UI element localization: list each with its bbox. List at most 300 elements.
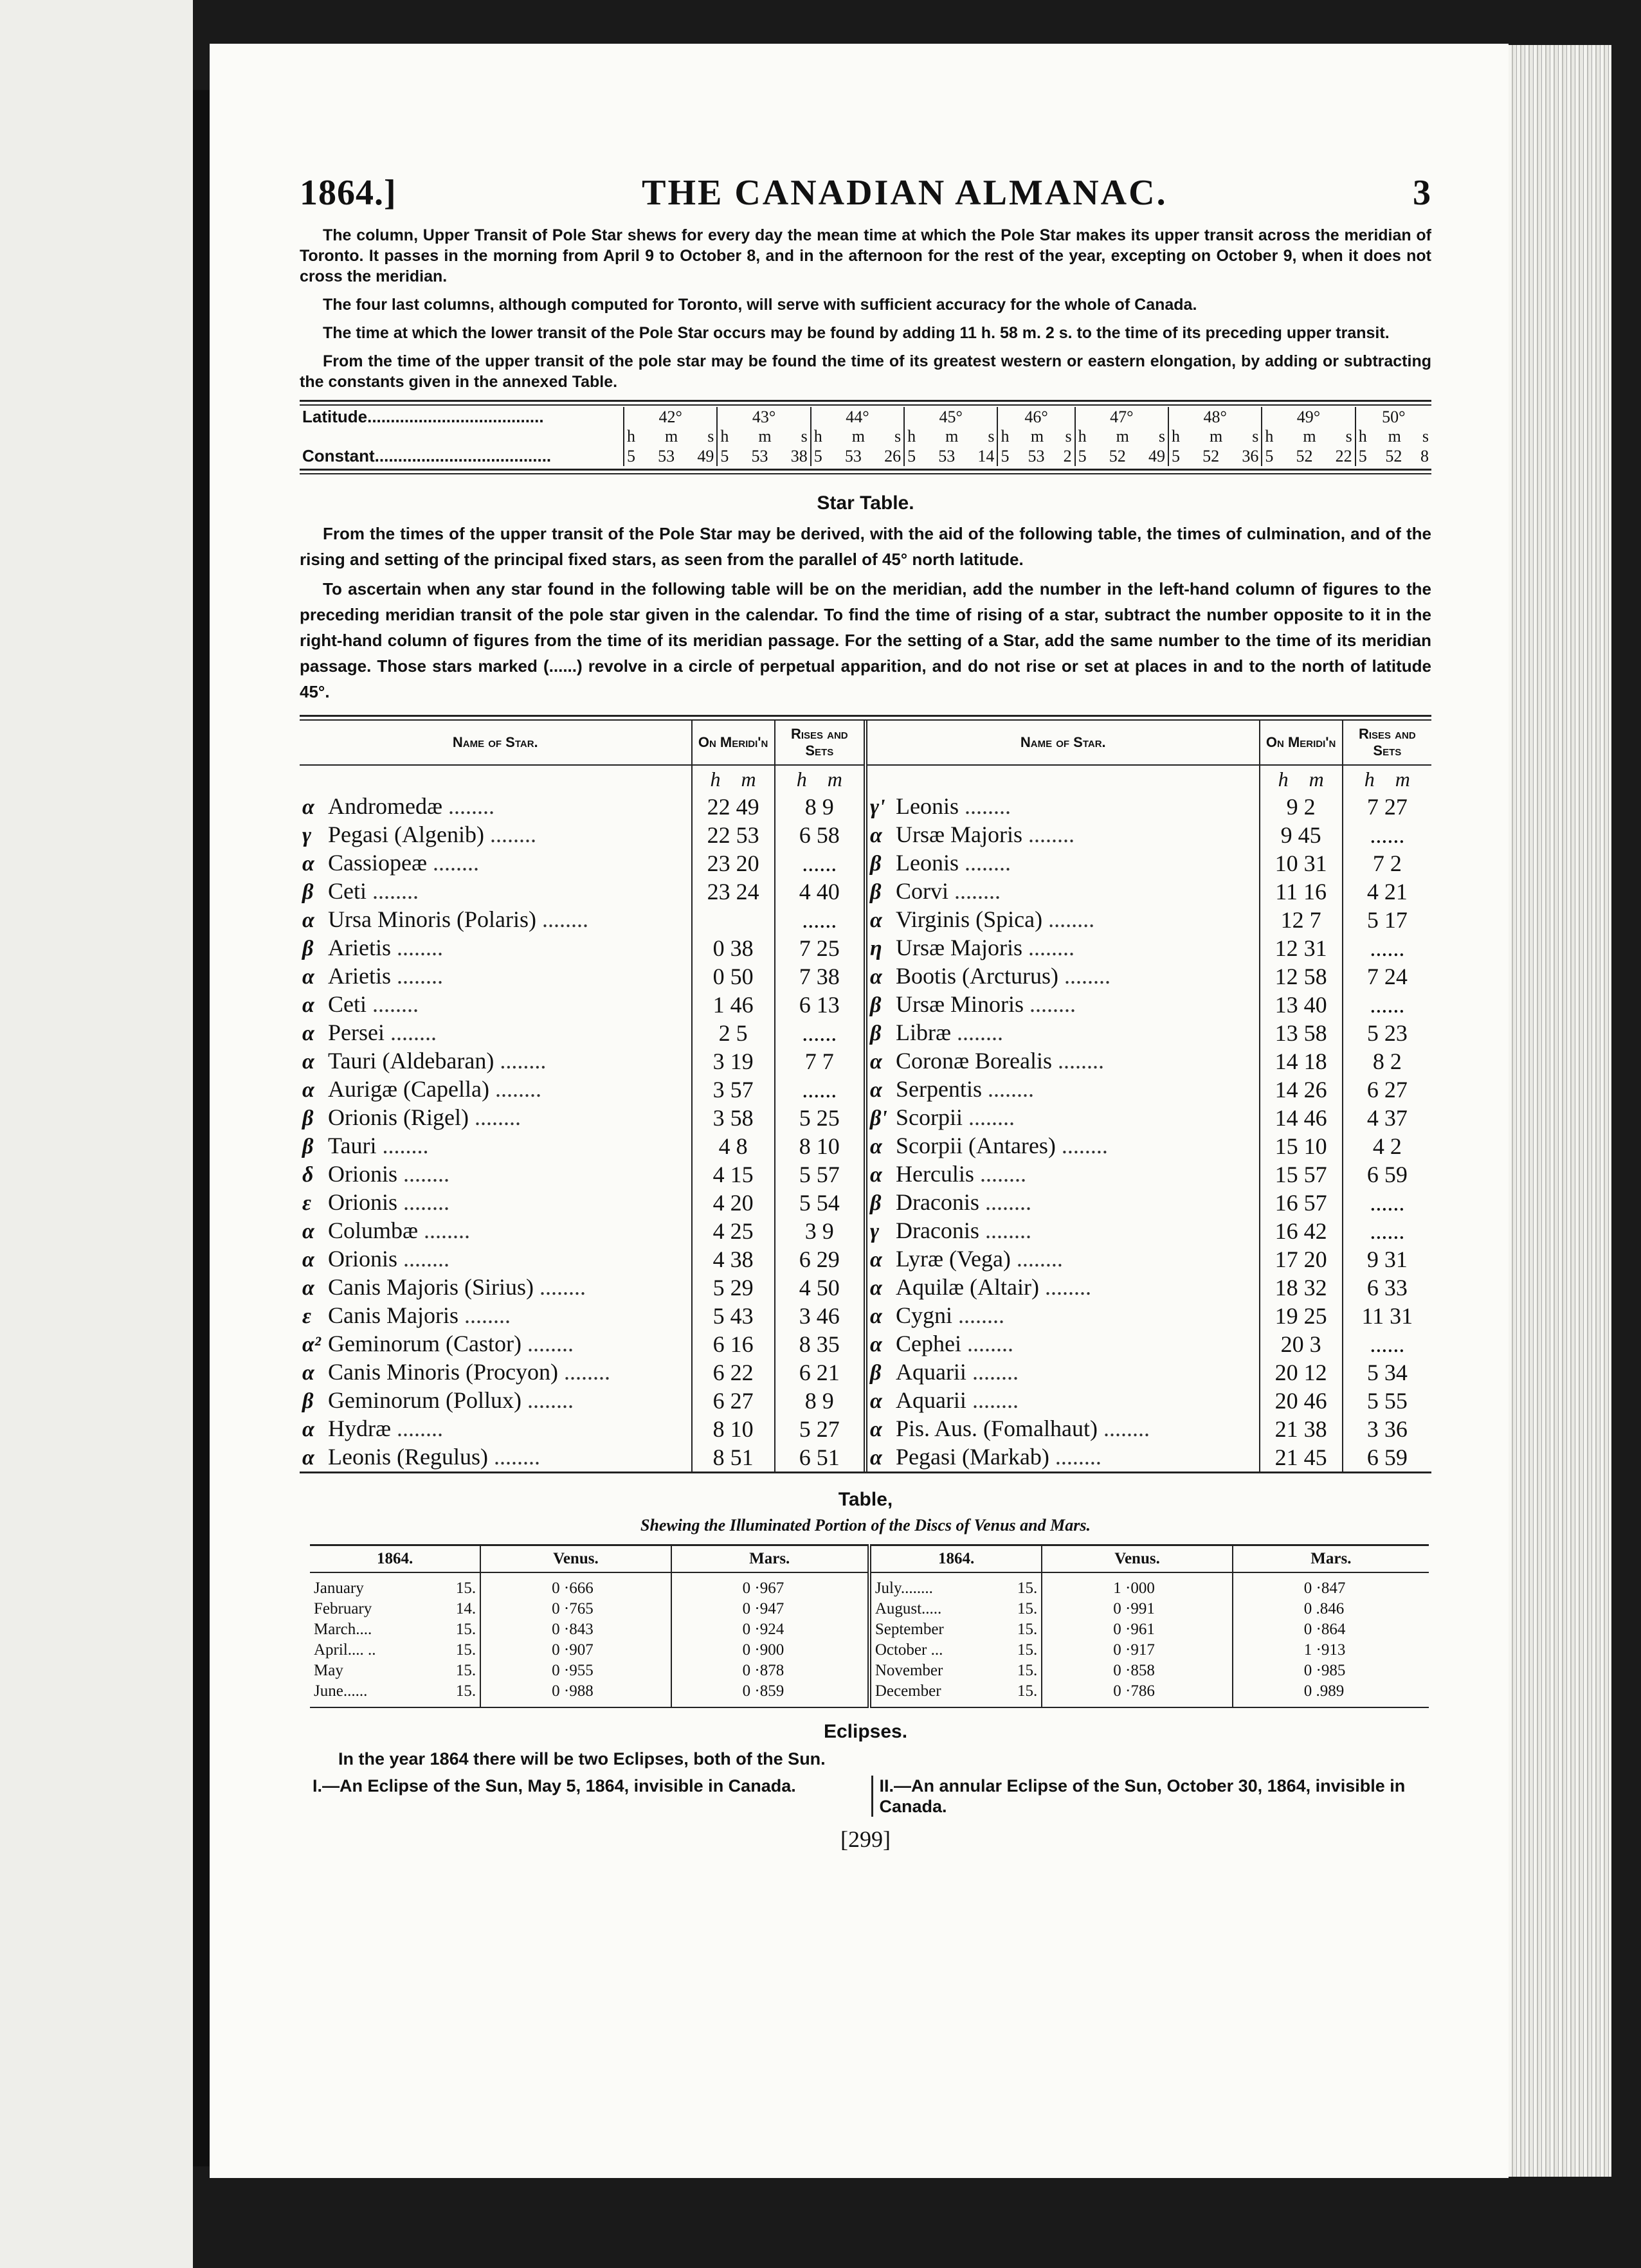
leader-dots: ........ (1010, 1246, 1063, 1272)
star-name: Corvi (895, 878, 948, 904)
leader-dots: ........ (397, 1189, 449, 1215)
eclipses-title: Eclipses. (823, 1721, 908, 1742)
star-name-cell (866, 1415, 1260, 1443)
constant-value (904, 446, 997, 466)
venus-value: 0 ·961 (1042, 1619, 1232, 1640)
meridian-hours: 4 (712, 1218, 725, 1244)
rises-minutes: 31 (1384, 1246, 1408, 1272)
venus-value: 0 ·991 (1042, 1599, 1232, 1619)
leader-dots: ........ (950, 1020, 1003, 1045)
almanac-page (210, 44, 1509, 2178)
table-row (300, 849, 1431, 878)
rises-sets-cell (1343, 1387, 1431, 1415)
month-cell (869, 1619, 1042, 1640)
meridian-minutes: 32 (1303, 1275, 1327, 1300)
col-venus: Venus. (480, 1545, 671, 1573)
units-cell (1355, 427, 1431, 446)
meridian-hours: 16 (1274, 1218, 1298, 1244)
star-name-cell (300, 1019, 692, 1047)
units-cell (717, 427, 810, 446)
table-row (300, 1189, 1431, 1217)
intro-paragraph: From the time of the upper transit of the pole star may be found the time of its greatest western or eastern elongation, by adding or subtracting the constants given in the annexed Table. (300, 352, 1431, 391)
venus-value: 0 ·786 (1042, 1681, 1232, 1707)
meridian-minutes: 58 (1303, 964, 1327, 989)
venus-value: 0 ·843 (480, 1619, 671, 1640)
venus-value: 0 ·666 (480, 1572, 671, 1599)
table-row (300, 1076, 1431, 1104)
greek-letter: β (302, 880, 314, 904)
unit-m: m (741, 768, 756, 791)
unit-label: m (851, 427, 865, 446)
on-meridian-cell (1260, 1274, 1343, 1302)
leader-dots: ........ (1097, 1416, 1150, 1441)
running-header (300, 172, 1431, 213)
star-name-cell (300, 1330, 692, 1358)
rises-minutes: 17 (1384, 907, 1408, 933)
star-name: Tauri (Aldebaran) (328, 1048, 494, 1074)
eclipse-second: II.—An annular Eclipse of the Sun, October 30, 1864, invisible in Canada. (879, 1776, 1406, 1816)
month-name: March.... (314, 1621, 372, 1638)
star-name: Columbæ (328, 1218, 419, 1243)
meridian-minutes: 50 (730, 964, 754, 989)
leader-dots: ........ (1042, 906, 1095, 932)
units-cell (775, 765, 866, 793)
table-row (300, 1047, 1431, 1076)
meridian-minutes: 12 (1303, 1360, 1327, 1385)
leader-dots: ........ (390, 935, 443, 960)
meridian-minutes: 51 (730, 1444, 754, 1470)
units-cell (997, 427, 1074, 446)
constant-part: 8 (1420, 447, 1429, 465)
rises-sets-cell (1343, 1019, 1431, 1047)
rises-sets-cell (1343, 1302, 1431, 1330)
star-table-paragraph: From the times of the upper transit of the Pole Star may be derived, with the aid of the following table, the times of culmination, and of the rising and setting of the principal fixed stars, as seen from the parallel of 45° north latitude. (300, 524, 1431, 569)
star-name: Ursæ Majoris (895, 822, 1022, 847)
rises-minutes: 38 (816, 964, 840, 989)
on-meridian-cell (692, 1302, 775, 1330)
meridian-minutes: 40 (1303, 992, 1327, 1018)
unit-h: h (1364, 768, 1375, 791)
constant-part: 5 (1171, 447, 1180, 465)
month-name: July........ (875, 1580, 933, 1597)
mars-value: 0 ·864 (1233, 1619, 1429, 1640)
on-meridian-cell (1260, 1217, 1343, 1245)
month-cell (310, 1681, 480, 1707)
rises-sets-cell (1343, 1104, 1431, 1132)
star-name: Canis Majoris (328, 1302, 458, 1328)
star-name-cell (300, 1076, 692, 1104)
col-on-meridian: On Meridi'n (1260, 721, 1343, 765)
month-name: April.... .. (314, 1641, 376, 1659)
star-name: Ceti (328, 991, 367, 1017)
rises-sets-cell (1343, 1358, 1431, 1387)
unit-h: h (796, 768, 807, 791)
greek-letter: α (302, 1361, 314, 1385)
meridian-minutes: 46 (1303, 1105, 1327, 1131)
rises-sets-cell (775, 1274, 866, 1302)
on-meridian-cell (1260, 1132, 1343, 1160)
meridian-minutes: 7 (1309, 907, 1321, 933)
month-day: 15. (455, 1641, 476, 1659)
rises-sets-cell (775, 1330, 866, 1358)
rises-sets-cell (775, 793, 866, 821)
on-meridian-cell (692, 1047, 775, 1076)
rises-hours: 6 (799, 1246, 811, 1272)
rises-minutes: 55 (1384, 1388, 1408, 1414)
rises-sets-cell (1343, 1217, 1431, 1245)
rises-minutes: 23 (1384, 1020, 1408, 1046)
star-name: Cephei (895, 1331, 961, 1356)
greek-letter: α² (302, 1333, 322, 1356)
leader-dots: ........ (418, 1218, 471, 1243)
star-name-cell (866, 1076, 1260, 1104)
star-name-cell (300, 1302, 692, 1330)
rises-hours: 4 (799, 1275, 811, 1300)
meridian-hours: 22 (707, 822, 730, 848)
on-meridian-cell (692, 821, 775, 849)
mars-value: 0 ·900 (671, 1640, 869, 1661)
unit-label: m (1303, 427, 1316, 446)
intro-paragraph: The time at which the lower transit of the Pole Star occurs may be found by adding 11 h. 58 m. 2 s. to the time of its preceding upper transit. (323, 324, 1390, 342)
latitude-value: 50° (1355, 407, 1431, 427)
rises-hours: 5 (799, 1105, 811, 1131)
leader-dots: ........ (558, 1359, 610, 1385)
meridian-minutes: 10 (730, 1416, 754, 1442)
unit-label: h (627, 427, 635, 446)
rises-hours: 8 (804, 794, 817, 820)
on-meridian-cell (1260, 1443, 1343, 1472)
constant-value (624, 446, 717, 466)
unit-label: h (1001, 427, 1010, 446)
rises-sets-cell (1343, 1189, 1431, 1217)
table-row (300, 1358, 1431, 1387)
star-name: Aurigæ (Capella) (328, 1076, 489, 1102)
mars-value: 1 ·913 (1233, 1640, 1429, 1661)
rises-minutes: 36 (1384, 1416, 1408, 1442)
on-meridian-cell (692, 1217, 775, 1245)
meridian-hours: 18 (1274, 1275, 1298, 1300)
star-name-cell (866, 1387, 1260, 1415)
greek-letter: α (869, 1163, 882, 1187)
venus-mars-table (310, 1544, 1429, 1708)
month-day: 15. (1017, 1662, 1038, 1679)
meridian-minutes: 20 (736, 851, 759, 876)
month-name: January (314, 1580, 364, 1597)
star-name: Cassiopeæ (328, 850, 428, 876)
month-name: August..... (875, 1600, 942, 1617)
leader-dots: ........ (487, 1444, 540, 1470)
star-name: Geminorum (Pollux) (328, 1387, 521, 1413)
constant-part: 5 (1265, 447, 1274, 465)
star-name-cell (300, 1415, 692, 1443)
meridian-minutes: 22 (730, 1360, 754, 1385)
meridian-hours: 6 (712, 1331, 725, 1357)
mars-value: 0 ·859 (671, 1681, 869, 1707)
rises-sets-cell (775, 1358, 866, 1387)
month-day: 15. (1017, 1621, 1038, 1638)
meridian-minutes: 16 (730, 1331, 754, 1357)
star-name: Canis Minoris (Procyon) (328, 1359, 558, 1385)
units-spacer (866, 765, 1260, 793)
meridian-minutes: 18 (1303, 1048, 1327, 1074)
greek-letter: α (869, 1418, 882, 1441)
rises-sets-cell (775, 878, 866, 906)
meridian-hours: 11 (1275, 879, 1298, 905)
on-meridian-cell (1260, 1245, 1343, 1274)
leader-dots: ........ (958, 793, 1011, 819)
meridian-minutes: 31 (1303, 935, 1327, 961)
star-name-cell (866, 1217, 1260, 1245)
on-meridian-cell (692, 1019, 775, 1047)
star-name: Aquilæ (Altair) (895, 1274, 1039, 1300)
rises-minutes: 35 (816, 1331, 840, 1357)
rises-hours: 7 (1366, 964, 1379, 989)
units-cell (1260, 765, 1343, 793)
constant-part: 14 (977, 447, 995, 465)
meridian-hours: 12 (1280, 907, 1304, 933)
rises-minutes: 54 (816, 1190, 840, 1216)
meridian-minutes: 58 (1303, 1020, 1327, 1046)
month-cell (310, 1572, 480, 1599)
units-spacer (300, 765, 692, 793)
meridian-hours: 3 (712, 1048, 725, 1074)
star-name: Libræ (895, 1020, 951, 1045)
on-meridian-cell (1260, 991, 1343, 1019)
on-meridian-cell (1260, 793, 1343, 821)
leader-dots: ........ (1049, 1444, 1102, 1470)
on-meridian-cell (1260, 1104, 1343, 1132)
rises-minutes: 21 (1384, 879, 1408, 905)
leader-dots: ........ (1022, 935, 1074, 960)
eclipses-text: In the year 1864 there will be two Eclipses, both of the Sun. (338, 1749, 826, 1769)
table-row (300, 821, 1431, 849)
constant-part: 53 (658, 447, 675, 465)
latitude-row (300, 407, 1431, 427)
on-meridian-cell (1260, 906, 1343, 934)
meridian-minutes: 20 (1303, 1246, 1327, 1272)
month-cell (869, 1572, 1042, 1599)
star-name: Pegasi (Markab) (895, 1444, 1049, 1470)
table-row (300, 1330, 1431, 1358)
on-meridian-cell (692, 1245, 775, 1274)
constant-part: 5 (1078, 447, 1087, 465)
month-day: 15. (455, 1580, 476, 1597)
rises-hours: ...... (802, 907, 837, 933)
star-name-cell (866, 1019, 1260, 1047)
rises-hours: 5 (799, 1162, 811, 1187)
table-row (300, 1019, 1431, 1047)
meridian-hours: 4 (712, 1246, 725, 1272)
unit-label: h (1265, 427, 1274, 446)
rises-sets-cell (775, 1415, 866, 1443)
constant-part: 49 (1148, 447, 1165, 465)
meridian-hours: 19 (1274, 1303, 1298, 1329)
rises-sets-cell (1343, 878, 1431, 906)
constant-part: 5 (907, 447, 916, 465)
meridian-minutes: 42 (1303, 1218, 1327, 1244)
table-row (310, 1619, 1429, 1640)
meridian-hours: 23 (707, 851, 730, 876)
col-mars: Mars. (1233, 1545, 1429, 1573)
rises-sets-cell (775, 1076, 866, 1104)
rises-hours: 5 (799, 1190, 811, 1216)
unit-label: s (1345, 427, 1352, 446)
table-row (300, 1443, 1431, 1472)
meridian-minutes: 27 (730, 1388, 754, 1414)
rises-sets-cell (1343, 1443, 1431, 1472)
meridian-minutes: 19 (730, 1048, 754, 1074)
divider (300, 1472, 1431, 1473)
star-name: Scorpii (895, 1104, 963, 1130)
star-name: Geminorum (Castor) (328, 1331, 521, 1356)
star-name: Serpentis (895, 1076, 982, 1102)
venus-value: 0 ·765 (480, 1599, 671, 1619)
meridian-hours: 10 (1274, 851, 1298, 876)
rises-hours: 6 (799, 822, 811, 848)
constant-part: 5 (813, 447, 822, 465)
latitude-value: 48° (1168, 407, 1262, 427)
venus-value: 0 ·858 (1042, 1661, 1232, 1681)
constant-part: 26 (884, 447, 902, 465)
col-venus: Venus. (1042, 1545, 1232, 1573)
table-row (300, 793, 1431, 821)
leader-dots: ........ (966, 1359, 1019, 1385)
star-name-cell (866, 1443, 1260, 1472)
leader-dots: ........ (958, 850, 1011, 876)
on-meridian-cell (1260, 1358, 1343, 1387)
rises-minutes: 57 (816, 1162, 840, 1187)
month-cell (869, 1661, 1042, 1681)
meridian-minutes: 25 (730, 1218, 754, 1244)
on-meridian-cell (692, 962, 775, 991)
units-cell (1075, 427, 1168, 446)
rises-hours: ...... (1370, 935, 1405, 961)
constant-value (997, 446, 1074, 466)
leader-dots: ........ (521, 1387, 574, 1413)
on-meridian-cell (692, 1076, 775, 1104)
greek-letter: α (302, 1220, 314, 1243)
rises-hours: 9 (1366, 1246, 1379, 1272)
meridian-minutes: 8 (736, 1133, 748, 1159)
rises-hours: ...... (802, 1020, 837, 1046)
meridian-hours: 14 (1274, 1077, 1298, 1102)
leader-dots: ........ (484, 822, 536, 847)
meridian-hours: 4 (718, 1133, 730, 1159)
rises-minutes: 50 (816, 1275, 840, 1300)
on-meridian-cell (1260, 1415, 1343, 1443)
star-name: Arietis (328, 935, 391, 960)
table-row (300, 1274, 1431, 1302)
greek-letter: α (869, 1446, 882, 1470)
meridian-minutes: 24 (736, 879, 759, 905)
table-row (300, 991, 1431, 1019)
star-name: Canis Majoris (Sirius) (328, 1274, 534, 1300)
col-rises-sets: Rises and Sets (1343, 721, 1431, 765)
meridian-hours: 23 (707, 879, 730, 905)
rises-hours: 3 (1366, 1416, 1379, 1442)
unit-label: s (1158, 427, 1165, 446)
star-name-cell (300, 1443, 692, 1472)
leader-dots: ........ (367, 878, 419, 904)
constant-part: 52 (1202, 447, 1220, 465)
star-name-cell (300, 1358, 692, 1387)
star-name: Draconis (895, 1218, 979, 1243)
meridian-minutes: 57 (1303, 1162, 1327, 1187)
meridian-minutes: 38 (730, 935, 754, 961)
rises-hours: 8 (799, 1133, 811, 1159)
rises-hours: 5 (799, 1416, 811, 1442)
table-row (310, 1572, 1429, 1599)
leader-dots: ........ (442, 793, 494, 819)
leader-dots: ........ (952, 1302, 1004, 1328)
table-row (300, 1387, 1431, 1415)
star-name: Leonis (895, 793, 959, 819)
constant-part: 52 (1296, 447, 1313, 465)
rises-sets-cell (1343, 1076, 1431, 1104)
star-name: Orionis (328, 1189, 397, 1215)
eclipses-list (313, 1776, 1431, 1817)
on-meridian-cell (1260, 849, 1343, 878)
rises-sets-cell (1343, 1415, 1431, 1443)
star-name-cell (866, 1330, 1260, 1358)
latitude-value: 45° (904, 407, 997, 427)
rises-hours: 7 (1372, 851, 1384, 876)
star-name: Andromedæ (328, 793, 442, 819)
unit-label: m (1030, 427, 1044, 446)
units-cell (1343, 765, 1431, 793)
constant-part: 5 (720, 447, 729, 465)
rises-hours: ...... (1370, 992, 1405, 1018)
star-name-cell (866, 1245, 1260, 1274)
greek-letter: α (302, 1050, 314, 1074)
unit-label: m (945, 427, 959, 446)
rises-minutes: 2 (1390, 1133, 1402, 1159)
star-name-cell (300, 1274, 692, 1302)
unit-h: h (710, 768, 721, 791)
on-meridian-cell (692, 1160, 775, 1189)
constant-label: Constant...................................... (302, 446, 552, 465)
star-name-cell (300, 849, 692, 878)
rises-minutes: 59 (1384, 1444, 1408, 1470)
meridian-minutes: 57 (1303, 1190, 1327, 1216)
units-cell (1262, 427, 1355, 446)
divider (300, 469, 1431, 474)
meridian-hours: 20 (1274, 1360, 1298, 1385)
rises-hours: ...... (802, 851, 837, 876)
greek-letter: β (302, 1106, 314, 1130)
on-meridian-cell (692, 934, 775, 962)
star-name-cell (866, 1189, 1260, 1217)
rises-sets-cell (775, 1189, 866, 1217)
on-meridian-cell (692, 1274, 775, 1302)
leader-dots: ........ (534, 1274, 586, 1300)
rises-minutes: 27 (1384, 1077, 1408, 1102)
rises-minutes: 2 (1390, 1048, 1402, 1074)
greek-letter: α (869, 1135, 882, 1158)
page-content (300, 172, 1431, 1853)
rises-sets-cell (775, 906, 866, 934)
rises-hours: 6 (799, 992, 811, 1018)
rises-sets-cell (1343, 962, 1431, 991)
meridian-minutes: 20 (730, 1190, 754, 1216)
constant-part: 5 (1358, 447, 1367, 465)
month-cell (869, 1599, 1042, 1619)
greek-letter: ε (302, 1191, 311, 1215)
on-meridian-cell (1260, 1387, 1343, 1415)
star-name-cell (866, 934, 1260, 962)
meridian-minutes: 43 (730, 1303, 754, 1329)
meridian-hours: 6 (712, 1388, 725, 1414)
